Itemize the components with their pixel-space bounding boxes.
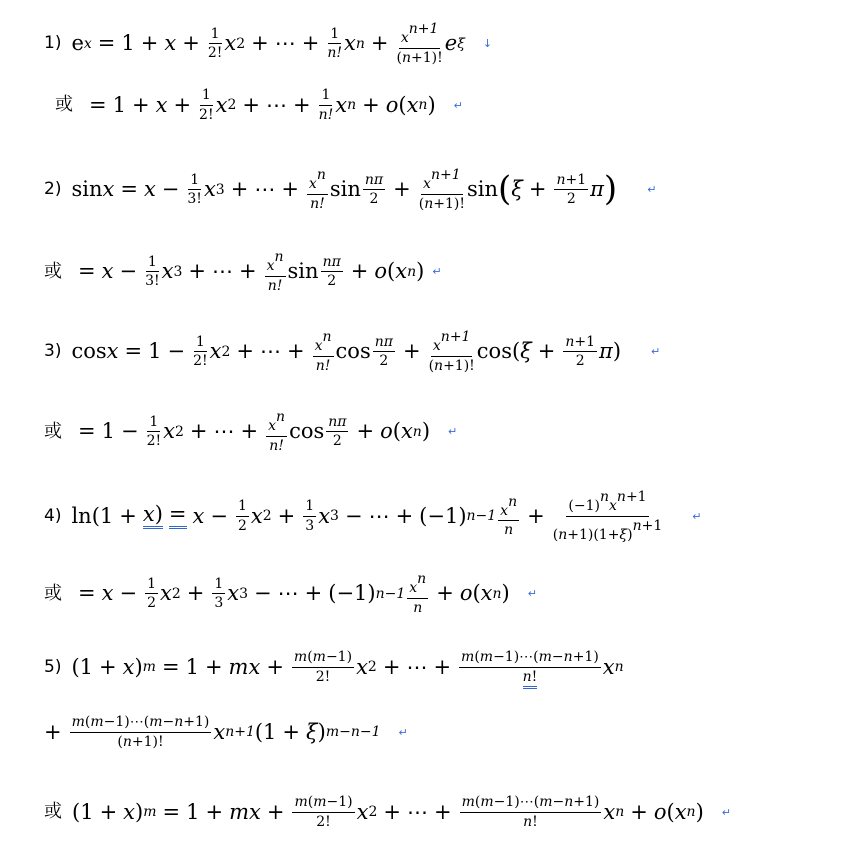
paragraph-mark-icon: ↵ (432, 265, 442, 279)
paragraph-mark-icon: ↵ (448, 425, 458, 439)
or-label: 或 (44, 260, 62, 282)
paragraph-mark-icon: ↵ (453, 98, 463, 112)
paragraph-mark-icon: ↵ (692, 509, 702, 523)
paragraph-mark-icon: ↵ (651, 345, 661, 359)
formula-binomial-peano: 或 (1 + x ) m = 1 + mx + $\frac{m(m-1)}{2!}$ x 2 + ⋯ + $\frac{m(m-1)\cdots(m-n+1)}{n!}$ x n + o ( x n ) ↵ (44, 794, 731, 830)
or-label: 或 (44, 801, 62, 823)
item-number: 5) (44, 656, 62, 677)
paragraph-mark-icon: ↵ (721, 805, 731, 819)
item-number: 2) (44, 179, 62, 200)
formula-binomial-lagrange-1: 5) (1 + x ) m = 1 + mx + $\frac{m(m-1)}{2!}$ x 2 + ⋯ + $\frac{m(m-1)\cdots(m-n+1)}{n!}$ x n (44, 650, 624, 684)
or-label: 或 (55, 94, 73, 116)
formula-cos-lagrange: 3) cos x = 1 − $\frac{1}{2!}$ x 2 + ⋯ + $\frac{x^n}{n!}$ cos $\frac{n\pi}{2}$ + $\frac{x^{n+1}}{(n+1)!}$ cos( ξ + $\frac{n+1}{2}$ π ) ↵ (44, 329, 661, 374)
paragraph-mark-icon: ↵ (647, 183, 657, 197)
formula-exp-lagrange: 1) e x = 1 + x + $\frac{1}{2!}$ x 2 + ⋯ + $\frac{1}{n!}$ x n + $\frac{x^{n+1}}{(n+1)!}$ e ξ ↓ (44, 21, 493, 66)
or-label: 或 (44, 420, 62, 442)
paragraph-mark-icon: ↵ (527, 587, 537, 601)
formula-ln-peano: 或 = x − $\frac{1}{2}$ x 2 + $\frac{1}{3}$ x 3 − ⋯ + (−1) n−1 $\frac{x^n}{n}$ + o ( x n ) ↵ (44, 571, 537, 616)
item-number: 1) (44, 33, 62, 54)
formula-ln-lagrange: 4) ln(1 + x ) = x − $\frac{1}{2}$ x 2 + $\frac{1}{3}$ x 3 − ⋯ + (−1) n−1 $\frac{x^n}{n}$ + $\frac{(-1)^nx^{n+1}}{(n+1)(1+\xi)^{n+1}}$ ↵ (44, 489, 702, 543)
or-label: 或 (44, 582, 62, 604)
paragraph-mark-icon: ↵ (398, 725, 408, 739)
item-number: 3) (44, 341, 62, 362)
formula-sin-peano: 或 = x − $\frac{1}{3!}$ x 3 + ⋯ + $\frac{x^n}{n!}$ sin $\frac{n\pi}{2}$ + o ( x n ) ↵ (44, 249, 442, 294)
paragraph-mark-icon: ↓ (482, 37, 493, 51)
formula-sin-lagrange: 2) sin x = x − $\frac{1}{3!}$ x 3 + ⋯ + $\frac{x^n}{n!}$ sin $\frac{n\pi}{2}$ + $\frac{x^{n+1}}{(n+1)!}$ sin ( ξ + $\frac{n+1}{2}$ π ) ↵ (44, 167, 657, 212)
item-number: 4) (44, 505, 62, 526)
formula-binomial-lagrange-2: + $\frac{m(m-1)\cdots(m-n+1)}{(n+1)!}$ x n+1 (1 + ξ ) m−n−1 ↵ (44, 714, 408, 750)
formula-exp-peano: 或 = 1 + x + $\frac{1}{2!}$ x 2 + ⋯ + $\frac{1}{n!}$ x n + o ( x n ) ↵ (55, 87, 463, 123)
formula-cos-peano: 或 = 1 − $\frac{1}{2!}$ x 2 + ⋯ + $\frac{x^n}{n!}$ cos $\frac{n\pi}{2}$ + o ( x n ) ↵ (44, 409, 458, 454)
